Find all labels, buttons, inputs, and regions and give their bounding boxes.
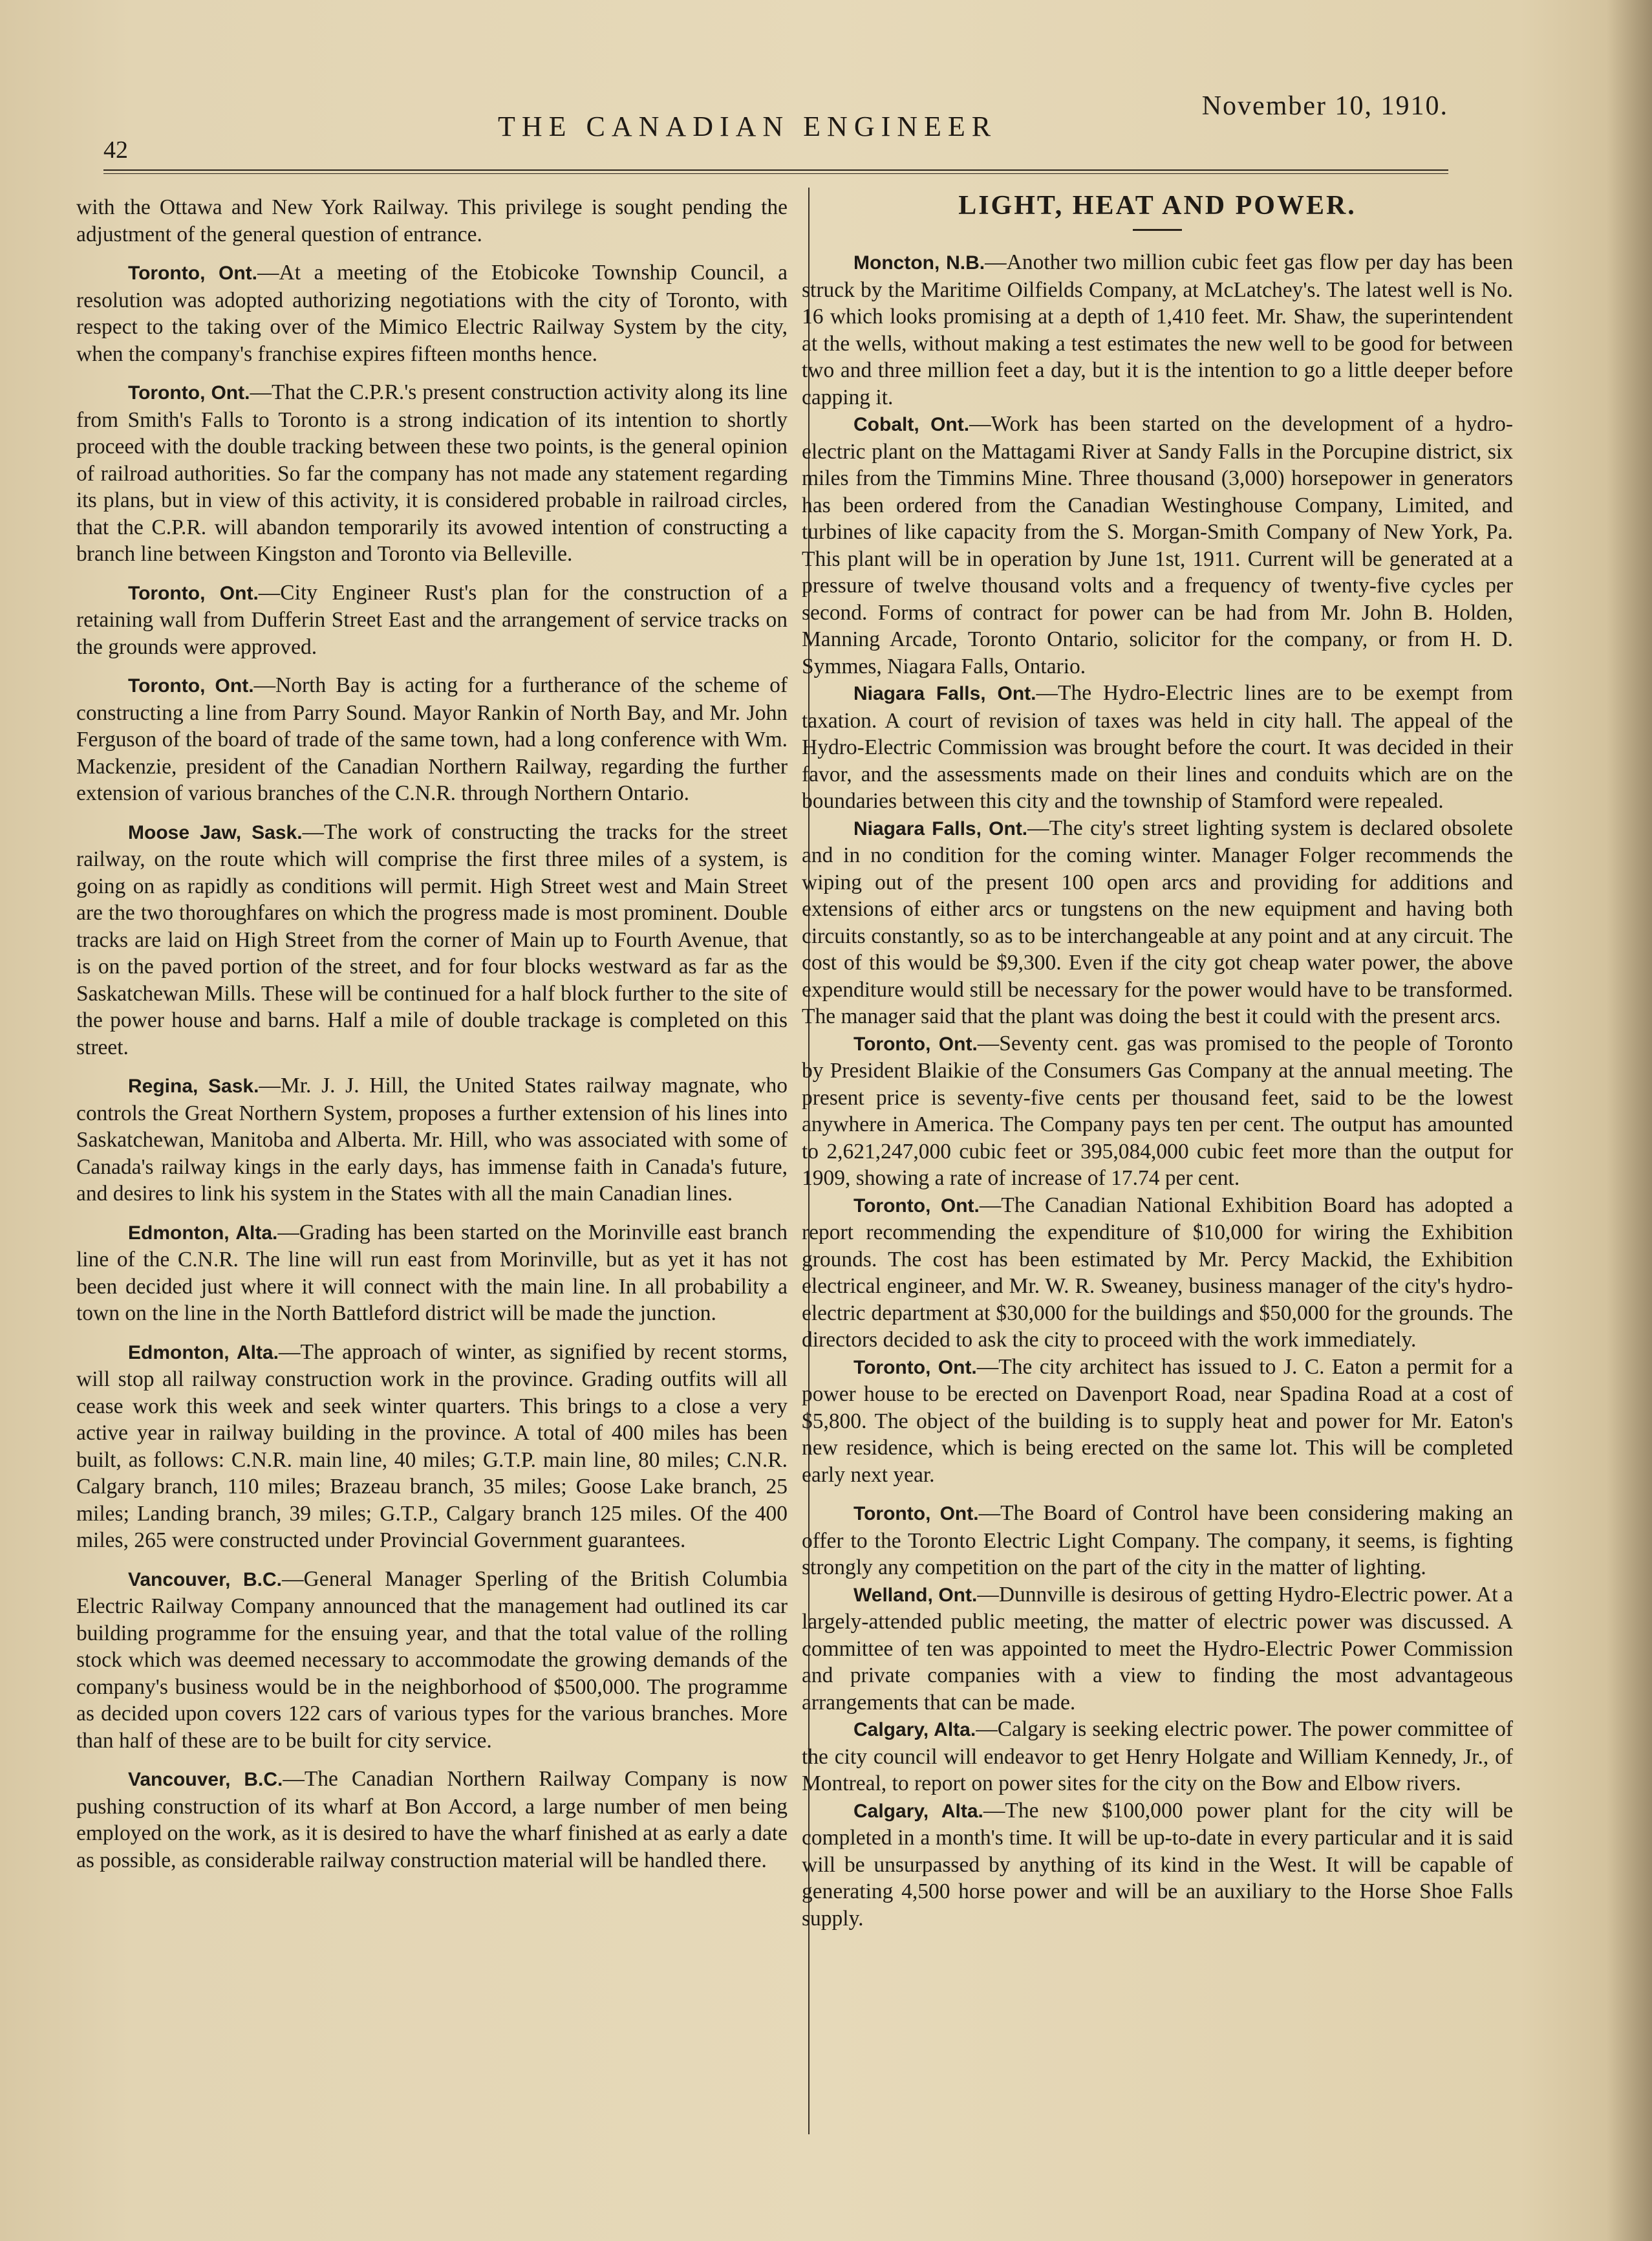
item-place: Toronto, Ont. — [853, 1033, 978, 1055]
header-rule — [103, 169, 1448, 171]
news-item — [76, 1566, 788, 1755]
item-text: —At a meeting of the Etobicoke Township Council, a resolution was adopted authorizing negotiations with the city of Toronto, with respect to the taking over of the Mimico Electric Railway System by the city, when the company's franchise expires fifteen months hence. — [76, 261, 788, 366]
news-item — [76, 579, 788, 661]
news-item — [76, 259, 788, 367]
item-place: Toronto, Ont. — [128, 263, 257, 284]
binding-shadow — [1607, 0, 1652, 2241]
item-text: —Work has been started on the development of a hydro-electric plant on the Mattagami River at Sandy Falls in the Porcupine district, six miles from the Timmins Mine. Three thousand (3,000) horsepower in generators has been ordered from the Canadian Westinghouse Company, Limited, and turbines of like capacity from the S. Morgan-Smith Company of New York, Pa. This plant will be in operation by June 1st, 1911. Current will be generated at a pressure of twelve thousand volts and a frequency of twenty-five cycles per second. Forms of contract for power can be had from Mr. John B. Holden, Manning Arcade, Toronto Ontario, solicitor for the company, or from H. D. Symmes, Niagara Falls, Ontario. — [802, 412, 1513, 678]
item-place: Toronto, Ont. — [128, 382, 250, 404]
news-item — [76, 1766, 788, 1874]
continued-text: with the Ottawa and New York Railway. This privilege is sought pending the adjustment of the general question of entrance. — [76, 195, 788, 246]
news-item — [802, 1354, 1513, 1489]
item-place: Calgary, Alta. — [853, 1719, 976, 1740]
news-item — [802, 411, 1513, 680]
item-place: Edmonton, Alta. — [128, 1341, 279, 1363]
item-text: —The Hydro-Electric lines are to be exempt from taxation. A court of revision of taxes was held in city hall. The appeal of the Hydro-Electric Commission was brought before the court. It was decided in their favor, and the assessments made on their lines and conduits which are on the boundaries between this city and the township of Stamford were repealed. — [802, 681, 1513, 813]
item-text: —The Canadian Northern Railway Company is now pushing construction of its wharf at Bon Accord, a large number of men being employed on the work, as it is desired to have the wharf finished at as early a date as possible, as considerable railway construction material will be handled there. — [76, 1767, 788, 1872]
item-place: Calgary, Alta. — [853, 1800, 983, 1822]
news-item — [802, 680, 1513, 815]
item-text: —Another two million cubic feet gas flow per day has been struck by the Maritime Oilfields Company, at McLatchey's. The latest well is No. 16 which looks promising at a depth of 1,410 feet. Mr. Shaw, the superintendent at the wells, without making a test estimates the new well to be good for between two and three million feet a day, but it is the intention to go a little deeper before capping it. — [802, 250, 1514, 409]
news-item — [802, 249, 1513, 411]
page-number: 42 — [103, 136, 128, 164]
item-text: —General Manager Sperling of the British Columbia Electric Railway Company announced that the management had outlined its car building programme for the ensuing year, and that the total value of the rolling stock which was deemed necessary to accommodate the growing demands of the company's business would be in the neighborhood of $500,000. The programme as decided upon covers 122 cars of various types for the various branches. More than half of these are to be built for city service. — [76, 1566, 788, 1753]
item-place: Moncton, N.B. — [853, 252, 985, 274]
issue-date: November 10, 1910. — [1201, 91, 1448, 121]
item-text: —Dunnville is desirous of getting Hydro-Electric power. At a largely-attended public meeting, the matter of electric power was discussed. A committee of ten was appointed to meet the Hydro-Electric Power Commission and private companies with a view to finding the most advantageous arrangements that can be made. — [802, 1582, 1513, 1715]
item-text: —Seventy cent. gas was promised to the people of Toronto by President Blaikie of the Consumers Gas Company at the annual meeting. The present price is seventy-five cents per thousand feet, said to be the lowest anywhere in America. The Company pays ten per cent. The output has amounted to 2,621,247,000 cubic feet or 395,084,000 cubic feet more than the output for 1909, showing a rate of increase of 17.74 per cent. — [802, 1031, 1513, 1190]
news-item — [76, 672, 788, 807]
news-item — [802, 1500, 1513, 1581]
item-place: Vancouver, B.C. — [128, 1769, 283, 1790]
journal-title: THE CANADIAN ENGINEER — [498, 111, 998, 142]
item-place: Moose Jaw, Sask. — [128, 821, 303, 843]
news-item — [76, 379, 788, 568]
news-item — [802, 1797, 1513, 1932]
item-text: —The Board of Control have been considering making an offer to the Toronto Electric Light Company. The company, it seems, is fighting strongly any competition on the part of the city in the matter of lighting. — [802, 1501, 1513, 1579]
news-item — [802, 1581, 1513, 1716]
right-column — [802, 188, 1513, 1932]
item-place: Vancouver, B.C. — [128, 1568, 283, 1590]
item-text: —The Canadian National Exhibition Board has adopted a report recommending the expenditure of $10,000 for wiring the Exhibition grounds. The cost has been estimated by Mr. Percy Mackid, the Exhibition electrical engineer, and Mr. W. R. Sweaney, business manager of the city's hydro-electric department at $30,000 for the buildings and $50,000 for the grounds. The directors decided to ask the city to proceed with the work immediately. — [802, 1193, 1513, 1352]
title-rule — [1133, 229, 1182, 231]
item-place: Toronto, Ont. — [128, 582, 259, 604]
news-item — [76, 1219, 788, 1327]
item-text: —The work of constructing the tracks for the street railway, on the route which will comprise the first three miles of a system, is going on as rapidly as conditions will permit. High Street west and Main Street are the two thoroughfares on which the progress made is most prominent. Double tracks are laid on High Street from the corner of Main up to Fourth Avenue, that is on the paved portion of the street, and for four blocks westward as far as the Saskatchewan Mills. These will be continued for a half block further to the site of the power house and barns. Half a mile of double trackage is completed on this street. — [76, 819, 788, 1059]
item-place: Cobalt, Ont. — [853, 414, 970, 435]
item-place: Edmonton, Alta. — [128, 1222, 278, 1244]
item-place: Toronto, Ont. — [853, 1195, 980, 1217]
item-place: Regina, Sask. — [128, 1076, 259, 1097]
item-text: —City Engineer Rust's plan for the construction of a retaining wall from Dufferin Street East and the arrangement of service tracks on the grounds were approved. — [76, 580, 788, 659]
left-column — [76, 194, 788, 1874]
news-item — [802, 1716, 1513, 1797]
news-item — [802, 1030, 1513, 1192]
item-place: Niagara Falls, Ont. — [853, 683, 1036, 704]
item-text: —Mr. J. J. Hill, the United States railway magnate, who controls the Great Northern System, proposes a further extension of his lines into Saskatchewan, Manitoba and Alberta. Mr. Hill, who was associated with some of Canada's railway kings in the early days, has immense faith in Canada's future, and desires to link his system in the States with all the main Canadian lines. — [76, 1074, 788, 1206]
item-text: —That the C.P.R.'s present construction activity along its line from Smith's Falls to Toronto is a strong indication of its intention to shortly proceed with the double tracking between these two points, is the general opinion of railroad authorities. So far the company has not made any statement regarding its plans, but in view of this activity, it is considered probable in railroad circles, that the C.P.R. will abandon temporarily its avowed intention of constructing a branch line between Kingston and Toronto via Belleville. — [76, 380, 788, 566]
item-text: —Calgary is seeking electric power. The power committee of the city council will endeavor to get Henry Holgate and William Kennedy, Jr., of Montreal, to report on power sites for the city on the Bow and Elbow rivers. — [802, 1717, 1513, 1795]
item-place: Toronto, Ont. — [128, 675, 254, 697]
page-header — [103, 91, 1448, 164]
header-rule-thin — [103, 173, 1448, 174]
item-place: Toronto, Ont. — [853, 1503, 979, 1524]
news-item — [76, 1072, 788, 1207]
news-item — [802, 815, 1513, 1030]
news-item — [802, 1192, 1513, 1354]
item-text: —The new $100,000 power plant for the city will be completed in a month's time. It will be up-to-date in every particular and it is said will be unsurpassed by anything of its kind in the West. It will be capable of generating 4,500 horse power and will be an auxiliary to the Horse Shoe Falls supply. — [802, 1798, 1513, 1931]
news-item — [76, 819, 788, 1061]
section-title: LIGHT, HEAT AND POWER. — [958, 191, 1357, 221]
news-item — [76, 1339, 788, 1554]
item-text: —North Bay is acting for a furtherance of the scheme of constructing a line from Parry Sound. Mayor Rankin of North Bay, and Mr. John Ferguson of the board of trade of the same town, had a long conference with Wm. Mackenzie, president of the Canadian Northern Railway, regarding the further extension of various branches of the C.N.R. through Northern Ontario. — [76, 673, 788, 805]
item-place: Niagara Falls, Ont. — [853, 817, 1028, 839]
item-place: Welland, Ont. — [853, 1584, 978, 1606]
item-place: Toronto, Ont. — [853, 1356, 977, 1378]
item-text: —The approach of winter, as signified by recent storms, will stop all railway construction work in the province. Grading outfits will all cease work this week and seek winter quarters. This brings to a close a very active year in railway building in the province. A total of 400 miles has been built, as follows: C.N.R. main line, 40 miles; G.T.P. main line, 80 miles; C.N.R. Calgary branch, 110 miles; Brazeau branch, 35 miles; Goose Lake branch, 25 miles; Landing branch, 39 miles; G.T.P., Calgary branch 125 miles. Of the 400 miles, 265 were constructed under Provincial Government guarantees. — [76, 1339, 788, 1552]
item-text: —Grading has been started on the Morinville east branch line of the C.N.R. The line will run east from Morinville, but as yet it has not been decided just where it will connect with the main line. In all probability a town on the line in the North Battleford district will be made the junction. — [76, 1220, 788, 1325]
item-text: —The city's street lighting system is declared obsolete and in no condition for the coming winter. Manager Folger recommends the wiping out of the present 100 open arcs and providing for additions and extensions of either arcs or tungstens on the new equipment and having both circuits constantly, so as to be interchangeable at any point and at any circuit. The cost of this would be $9,300. Even if the city got cheap water power, the above expenditure would still be necessary for the power would have to be transformed. The manager said that the plant was doing the best it could with the present arcs. — [802, 816, 1513, 1028]
item-text: —The city architect has issued to J. C. Eaton a permit for a power house to be erected on Davenport Road, near Spadina Road at a cost of $5,800. The object of the building is to supply heat and power for Mr. Eaton's new residence, which is being erected on the same lot. This will be completed early next year. — [802, 1354, 1513, 1487]
